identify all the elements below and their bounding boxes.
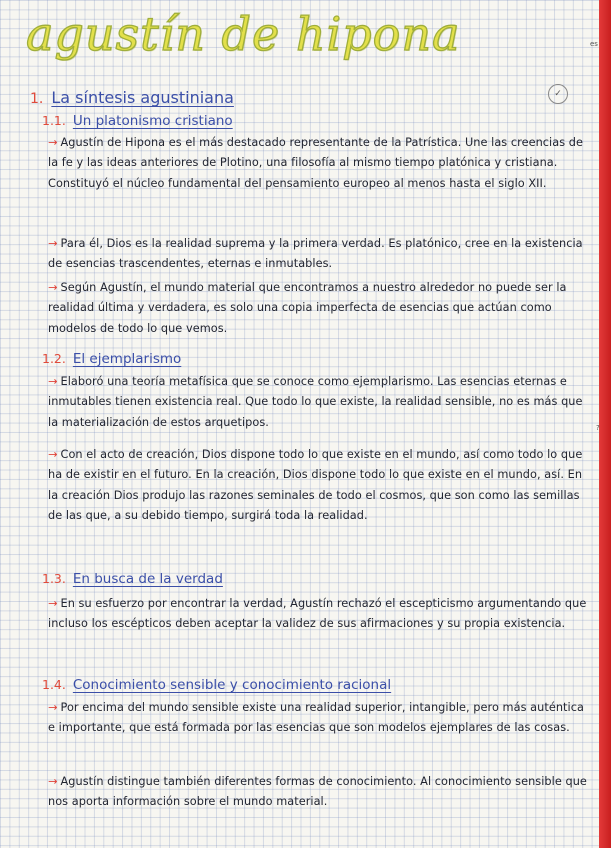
subsection-title: Conocimiento sensible y conocimiento racional [72, 677, 392, 693]
paragraph-text: Agustín distingue también diferentes formas de conocimiento. Al conocimiento sensible que nos aporta información sobre el mundo material. [48, 775, 587, 809]
section-number: 1. [30, 91, 44, 107]
margin-note: es [590, 40, 598, 48]
subsection-heading-1-1 [42, 112, 233, 130]
arrow-right-icon: → [48, 775, 58, 788]
subsection-title: El ejemplarismo [72, 351, 182, 367]
paragraph-text: En su esfuerzo por encontrar la verdad, Agustín rechazó el escepticismo argumentando que incluso los escépticos deben aceptar la validez de sus afirmaciones y su propia existencia. [48, 597, 587, 631]
paragraph [48, 594, 588, 635]
circled-mark-icon: ✓ [548, 84, 568, 104]
margin-note: ? [596, 424, 600, 432]
paragraph [48, 445, 588, 526]
paragraph-text: Para él, Dios es la realidad suprema y la primera verdad. Es platónico, cree en la existencia de esencias trascendentes, eternas e inmutables. [48, 237, 583, 271]
arrow-right-icon: → [48, 701, 58, 714]
subsection-number: 1.2. [42, 351, 66, 366]
paragraph [48, 234, 588, 275]
subsection-heading-1-3 [42, 570, 223, 588]
subsection-title: Un platonismo cristiano [72, 113, 233, 129]
paragraph [48, 698, 588, 739]
paragraph [48, 372, 588, 433]
arrow-right-icon: → [48, 281, 58, 294]
section-title: La síntesis agustiniana [51, 88, 234, 107]
arrow-right-icon: → [48, 448, 58, 461]
arrow-right-icon: → [48, 237, 58, 250]
section-heading [30, 88, 234, 109]
subsection-title: En busca de la verdad [72, 571, 223, 587]
paragraph-text: Por encima del mundo sensible existe una realidad superior, intangible, pero más auténtica e importante, que está formada por las esencias que son modelos ejemplares de las cosas. [48, 701, 584, 735]
paragraph-text: Elaboró una teoría metafísica que se conoce como ejemplarismo. Las esencias eternas e inmutables tienen existencia real. Que todo lo que existe, la realidad sensible, no es más que la materialización de estos arquetipos. [48, 375, 583, 429]
paragraph-text: Agustín de Hipona es el más destacado representante de la Patrística. Une las creencias de la fe y las ideas anteriores de Plotino, una filosofía al mismo tiempo platónica y cristiana. Constituyó el núcleo fundamental del pensamiento europeo al menos hasta el siglo XII. [48, 136, 584, 190]
subsection-number: 1.1. [42, 113, 66, 128]
arrow-right-icon: → [48, 136, 58, 149]
paragraph-text: Con el acto de creación, Dios dispone todo lo que existe en el mundo, así como todo lo que ha de existir en el futuro. En la creación, Dios dispone todo lo que existe en el mundo, así. En la creación Dios produjo las razones seminales de todo el cosmos, que son como las semillas de las que, a su debido tiempo, surgirá toda la realidad. [48, 448, 583, 522]
arrow-right-icon: → [48, 375, 58, 388]
subsection-number: 1.3. [42, 571, 66, 586]
subsection-heading-1-4 [42, 676, 391, 694]
page-title: agustín de hipona [26, 7, 461, 61]
arrow-right-icon: → [48, 597, 58, 610]
paragraph [48, 133, 588, 194]
paragraph-text: Según Agustín, el mundo material que encontramos a nuestro alrededor no puede ser la realidad última y verdadera, es solo una copia imperfecta de esencias que actúan como modelos de todo lo que vemos. [48, 281, 567, 335]
paragraph [48, 278, 588, 339]
notebook-red-margin [599, 0, 611, 848]
subsection-heading-1-2 [42, 350, 181, 368]
paragraph [48, 772, 588, 813]
subsection-number: 1.4. [42, 677, 66, 692]
